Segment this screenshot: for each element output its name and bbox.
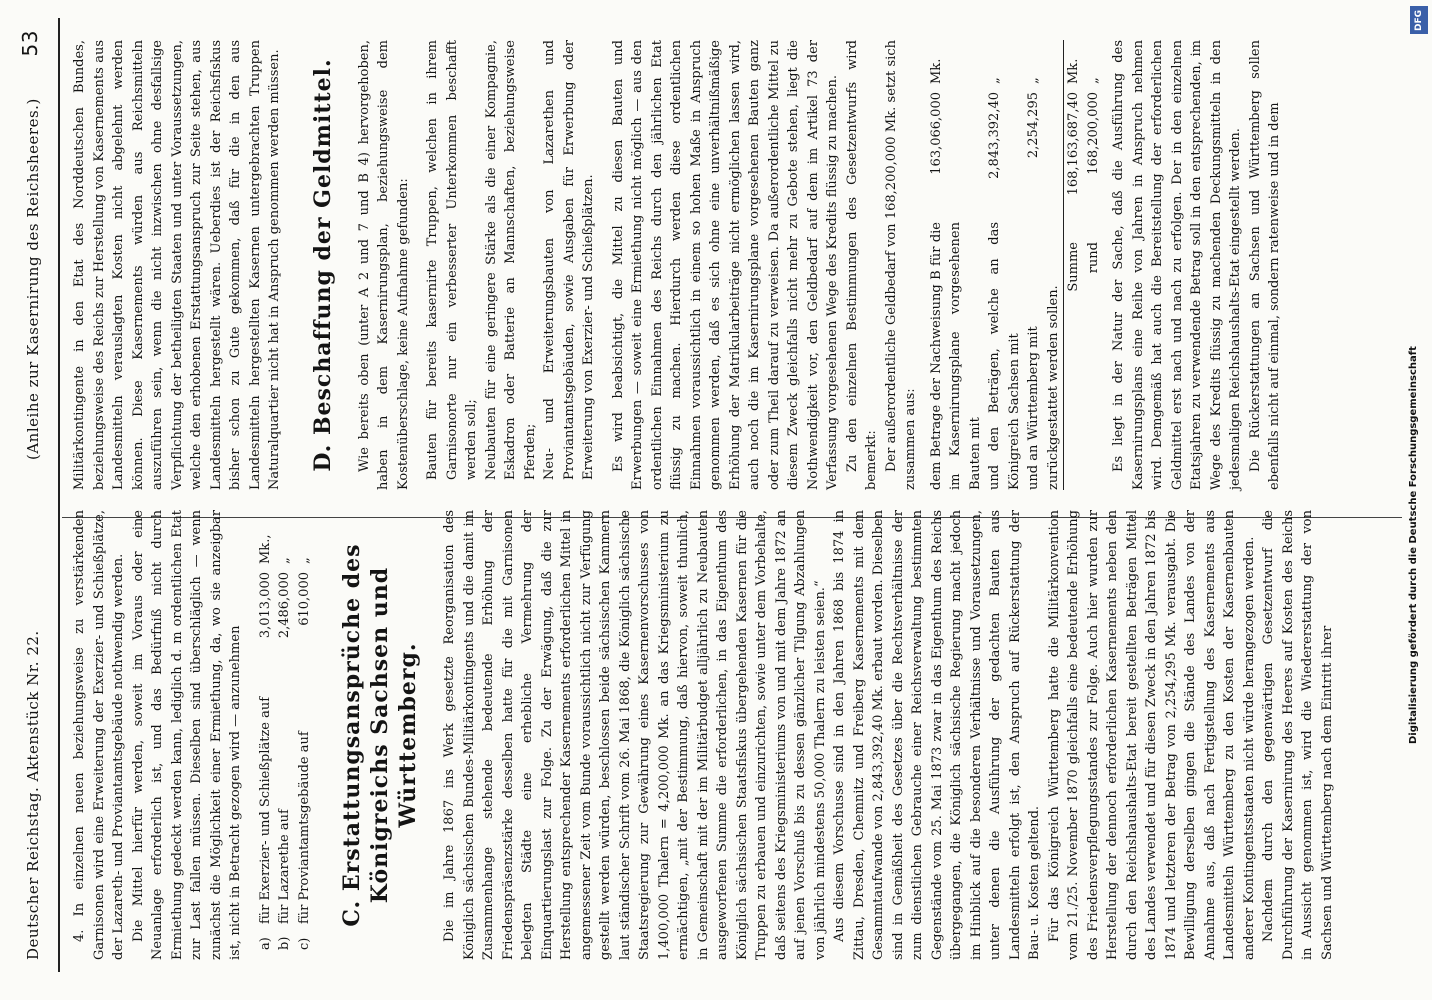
sum-text: zurückgestattet werden sollen. [1045, 285, 1061, 490]
paragraph: Militärkontingente in den Etat des Norddeutschen Bundes, beziehungsweise des Reichs zur Herstellung von Kasernements aus Landesmitteln verauslagten Kosten nicht abgelehnt werden können. Diese Kasernements würden aus Reichsmitteln auszuführen sein, wenn die nicht inzwischen ohne desfallsige Verpflichtung der betheiligten Staaten und unter Voraussetzungen, welche den erhobenen Erstattungsanspruch zur Seite stehen, aus Landesmitteln hergestellt wären. Ueberdies ist der Reichsfiskus bisher schon zu Gute gekommen, daß für die in den aus Landesmitteln hergestellten Kasernen untergebrachten Truppen Naturalquartier nicht hat in Anspruch genommen werden müssen. [72, 40, 282, 490]
list-item: Bauten für bereits kasernirte Truppen, welchen in ihrem Garnisonorte nur ein verbesserter Unterkommen beschafft werden soll; [425, 40, 479, 480]
list-item [275, 510, 295, 950]
paragraph: Zu den einzelnen Bestimmungen des Gesetzentwurfs wird bemerkt: [844, 40, 879, 490]
item-key: c) [296, 937, 312, 950]
item-text: für Lazarethe auf [277, 809, 292, 924]
item-key: b) [277, 936, 292, 950]
sum-value: 163,066,000 [928, 92, 944, 175]
sum-unit: Mk. [1066, 58, 1081, 84]
left-column [70, 510, 1337, 960]
list-item: Neubauten für eine geringere Stärke als die einer Kompagnie, Eskadron oder Batterie an Mannschaften, beziehungsweise Pferden; [483, 40, 538, 480]
header-left: Deutscher Reichstag. Aktenstück Nr. 22. [24, 630, 42, 960]
paragraph: Es liegt in der Natur der Sache, daß die Ausführung des Kasernirungsplans eine Reihe von Jahren in Anspruch nehmen wird. Demgemäß hat auch die Bereitstellung der erforderlichen Geldmittel erst nach und nach zu erfolgen. Der in den einzelnen Etatsjahren zu verwendende Betrag soll in den entsprechenden, im Wege des Kredits flüssig zu machenden Deckungsmitteln in den jedesmaligen Reichshaushalts-Etat eingestellt werden. [1111, 40, 1243, 490]
item-value: 3,013,000 [257, 572, 273, 639]
sum-value [1044, 92, 1064, 222]
sum-table [927, 40, 1104, 490]
section-heading-d: D. Beschaffung der Geldmittel. [309, 58, 336, 472]
sum-unit [1044, 40, 1064, 92]
item-value: 2,486,000 [277, 572, 292, 639]
list-item [295, 510, 315, 950]
sum-text: Summe [1066, 242, 1081, 292]
sum-unit: „ [987, 77, 1002, 84]
paragraph: Die Mittel hierfür werden, soweit im Voraus oder eine Neuanlage erforderlich ist, und das Bedürfniß nicht durch Ermiethung gedeckt werden kann, lediglich d. m ordentlichen Etat zur Last fallen müssen. Dieselben sind überschläglich — wenn zunächst die Möglichkeit einer Ermiethung, da, wo sie anzeigbar ist, nicht in Betracht gezogen wird — anzunehmen [130, 510, 243, 960]
sum-row-rounded [1084, 40, 1104, 490]
paragraph: Wie bereits oben (unter A 2 und 7 und B 4) hervorgehoben, haben in dem Kasernirungsplan, beziehungsweise dem Kostenüberschlage, keine Aufnahme gefunden: [356, 40, 411, 490]
sum-value: 2,843,392,40 [987, 92, 1002, 179]
sum-row [927, 40, 986, 490]
sum-row [1024, 40, 1044, 490]
header-rule [58, 18, 60, 972]
sum-unit: „ [1085, 77, 1101, 84]
item-unit: „ [277, 557, 292, 564]
header-center: (Anleihe zur Kasernirung des Reichsheeres.) [24, 98, 42, 460]
cost-list [256, 510, 315, 950]
paragraph: Es wird beabsichtigt, die Mittel zu diesen Bauten und Erwerbungen — soweit eine Ermiethung nicht möglich — aus den ordentlichen Einnahmen des Reichs durch den jährlichen Etat flüssig zu machen. Hierdurch werden diese ordentlichen Einnahmen voraussichtlich in einem so hohen Maße in Anspruch genommen werden, daß es sich ohne eine unverhältnißmäßige Erhöhung der Matrikularbeiträge nicht ermöglichen lassen wird, auch noch die im Kasernirungsplane vorgesehenen Bauten ganz oder zum Theil darauf zu verweisen. Da außerordentliche Mittel zu diesem Zweck gleichfalls nicht mehr zu Gebote stehen, liegt die Nothwendigkeit vor, den Geldbedarf auf dem im Artikel 73 der Verfassung vorgesehenen Wege des Kredits flüssig zu machen. [610, 40, 840, 490]
digitization-strip [1404, 0, 1432, 1000]
sum-text: und an Württemberg mit [1026, 326, 1041, 490]
item-value: 610,000 [296, 572, 312, 626]
sum-text: dem Betrage der Nachweisung B für die im Kasernirungsplane vorgesehenen Bauten mit [928, 222, 983, 490]
list-item [256, 510, 276, 950]
item-unit: Mk., [257, 534, 273, 564]
exclusion-list [423, 40, 599, 480]
sum-unit: „ [1026, 77, 1041, 84]
item-key: a) [257, 937, 273, 950]
item-text: für Proviantamtsgebäude auf [296, 731, 312, 924]
paragraph: Die im Jahre 1867 ins Werk gesetzte Reorganisation des Königlich sächsischen Bundes-Militärkontingents und die damit im Zusammenhange stehende bedeutende Erhöhung der Friedenspräsenzstärke desselben hatte für die mit Garnisonen belegten Städte eine erhebliche Vermehrung der Einquartierungslast zur Folge. Zu der Erwägung, daß die zur Herstellung entsprechender Kasernements erforderlichen Mittel in angemessener Zeit vom Bunde voraussichtlich nicht zur Verfügung gestellt werden würden, beschlossen beide sächsischen Kammern laut ständischer Schrift vom 26. Mai 1868, die Königlich sächsische Staatsregierung zur Gewährung eines Kasernenvorschusses von 1,400,000 Thalern = 4,200,000 Mk. an das Kriegsministerium zu ermächtigen, „mit der Bestimmung, daß hiervon, soweit thunlich, in Gemeinschaft mit der im Militärbudget alljährlich zu Neubauten ausgeworfenen Summe die erforderlichen, in das Eigenthum des Königlich sächsischen Staatsfiskus übergehenden Kasernen für die Truppen zu erbauen und einzurichten, sowie unter dem Vorbehalte, daß seitens des Kriegsministeriums von und mit dem Jahre 1872 an auf jenen Vorschuß bis zu dessen gänzlicher Tilgung Abzahlungen von jährlich mindestens 50,000 Thalern zu leisten seien.“ [442, 510, 828, 960]
paragraph: Nachdem durch den gegenwärtigen Gesetzentwurf die Durchführung der Kasernirung des Heeres auf Kosten des Reichs in Aussicht genommen ist, wird die Wiedererstattung der von Sachsen und Württemberg nach dem Eintritt ihrer [1261, 510, 1335, 960]
sum-value: 2,254,295 [1026, 92, 1041, 159]
sum-text: und den Beträgen, welche an das Königreich Sachsen mit [987, 222, 1022, 490]
digitization-note: Digitalisierung gefördert durch die Deutsche Forschungsgemeinschaft [1408, 346, 1419, 744]
sum-row-total [1063, 40, 1084, 490]
sum-row [985, 40, 1024, 490]
paragraph: 4. In einzelnen neuen beziehungsweise zu verstärkenden Garnisonen wird eine Erweiterung der Exerzier- und Schießplätze, der Lazareth- und Proviantamtsgebäude nothwendig werden. [72, 510, 126, 960]
right-column [70, 40, 1285, 490]
item-unit: „ [296, 557, 312, 564]
section-heading-c: C. Erstattungsansprüche des Königreichs Sachsen und Württemberg. [339, 543, 421, 927]
paragraph: Die Rückerstattungen an Sachsen und Württemberg sollen ebenfalls nicht auf einmal, sondern ratenweise und in dem [1247, 40, 1282, 490]
paragraph: Für das Königreich Württemberg hatte die Militärkonvention vom 21./25. November 1870 gleichfalls eine bedeutende Erhöhung des Friedensverpflegungsstandes zur Folge. Auch hier wurden zur Herstellung der dennoch erforderlichen Kasernements neben den durch den Reichshaushalts-Etat bereit gestellten Beträgen Mittel des Landes verwendet und für diesen Zweck in den Jahren 1872 bis 1874 und letzteren der Betrag von 2,254,295 Mk. verausgabt. Die Bewilligung derselben gingen die Stände des Landes von der Annahme aus, daß nach Fertigstellung des Kasernements aus Landesmitteln Württemberg zu den Kosten der Kasernenbauten anderer Kontingentsstaaten nicht würde herangezogen werden. [1046, 510, 1257, 960]
dfg-logo: DFG [1410, 6, 1428, 34]
paragraph: Aus diesem Vorschusse sind in den Jahren 1868 bis 1874 in Zittau, Dresden, Chemnitz und Freiberg Kasernements mit dem Gesammtaufwande von 2,843,392,40 Mk. erbaut worden. Dieselben sind in Gemäßheit des Gesetzes über die Rechtsverhältnisse der zum dienstlichen Gebrauche einer Reichsverwaltung bestimmten Gegenstände vom 25. Mai 1873 zwar in das Eigenthum des Reichs übergegangen, die Königlich sächsische Regierung macht jedoch im Hinblick auf die besonderen Verhältnisse und Vorausetzungen, unter denen die Ausführung der gedachten Bauten aus Landesmitteln erfolgt ist, den Anspruch auf Rückerstattung der Bau- u. Kosten geltend. [832, 510, 1042, 960]
sum-text: rund [1085, 242, 1101, 274]
sum-unit: Mk. [928, 58, 944, 84]
paragraph: Der außerordentliche Geldbedarf von 168,200,000 Mk. setzt sich zusammen aus: [883, 40, 918, 490]
sum-value: 168,200,000 [1085, 92, 1101, 175]
sum-row [1044, 40, 1064, 490]
list-item: Neu- und Erweiterungsbauten von Lazarethen und Proviantamtsgebäuden, sowie Ausgaben für Erwerbung oder Erweiterung von Exerzier- und Schießplätzen. [542, 40, 596, 480]
sum-value: 168,163,687,40 [1066, 92, 1081, 196]
item-text: für Exerzier- und Schießplätze auf [257, 696, 273, 924]
page-header [14, 20, 60, 980]
page-number: 53 [18, 30, 42, 57]
